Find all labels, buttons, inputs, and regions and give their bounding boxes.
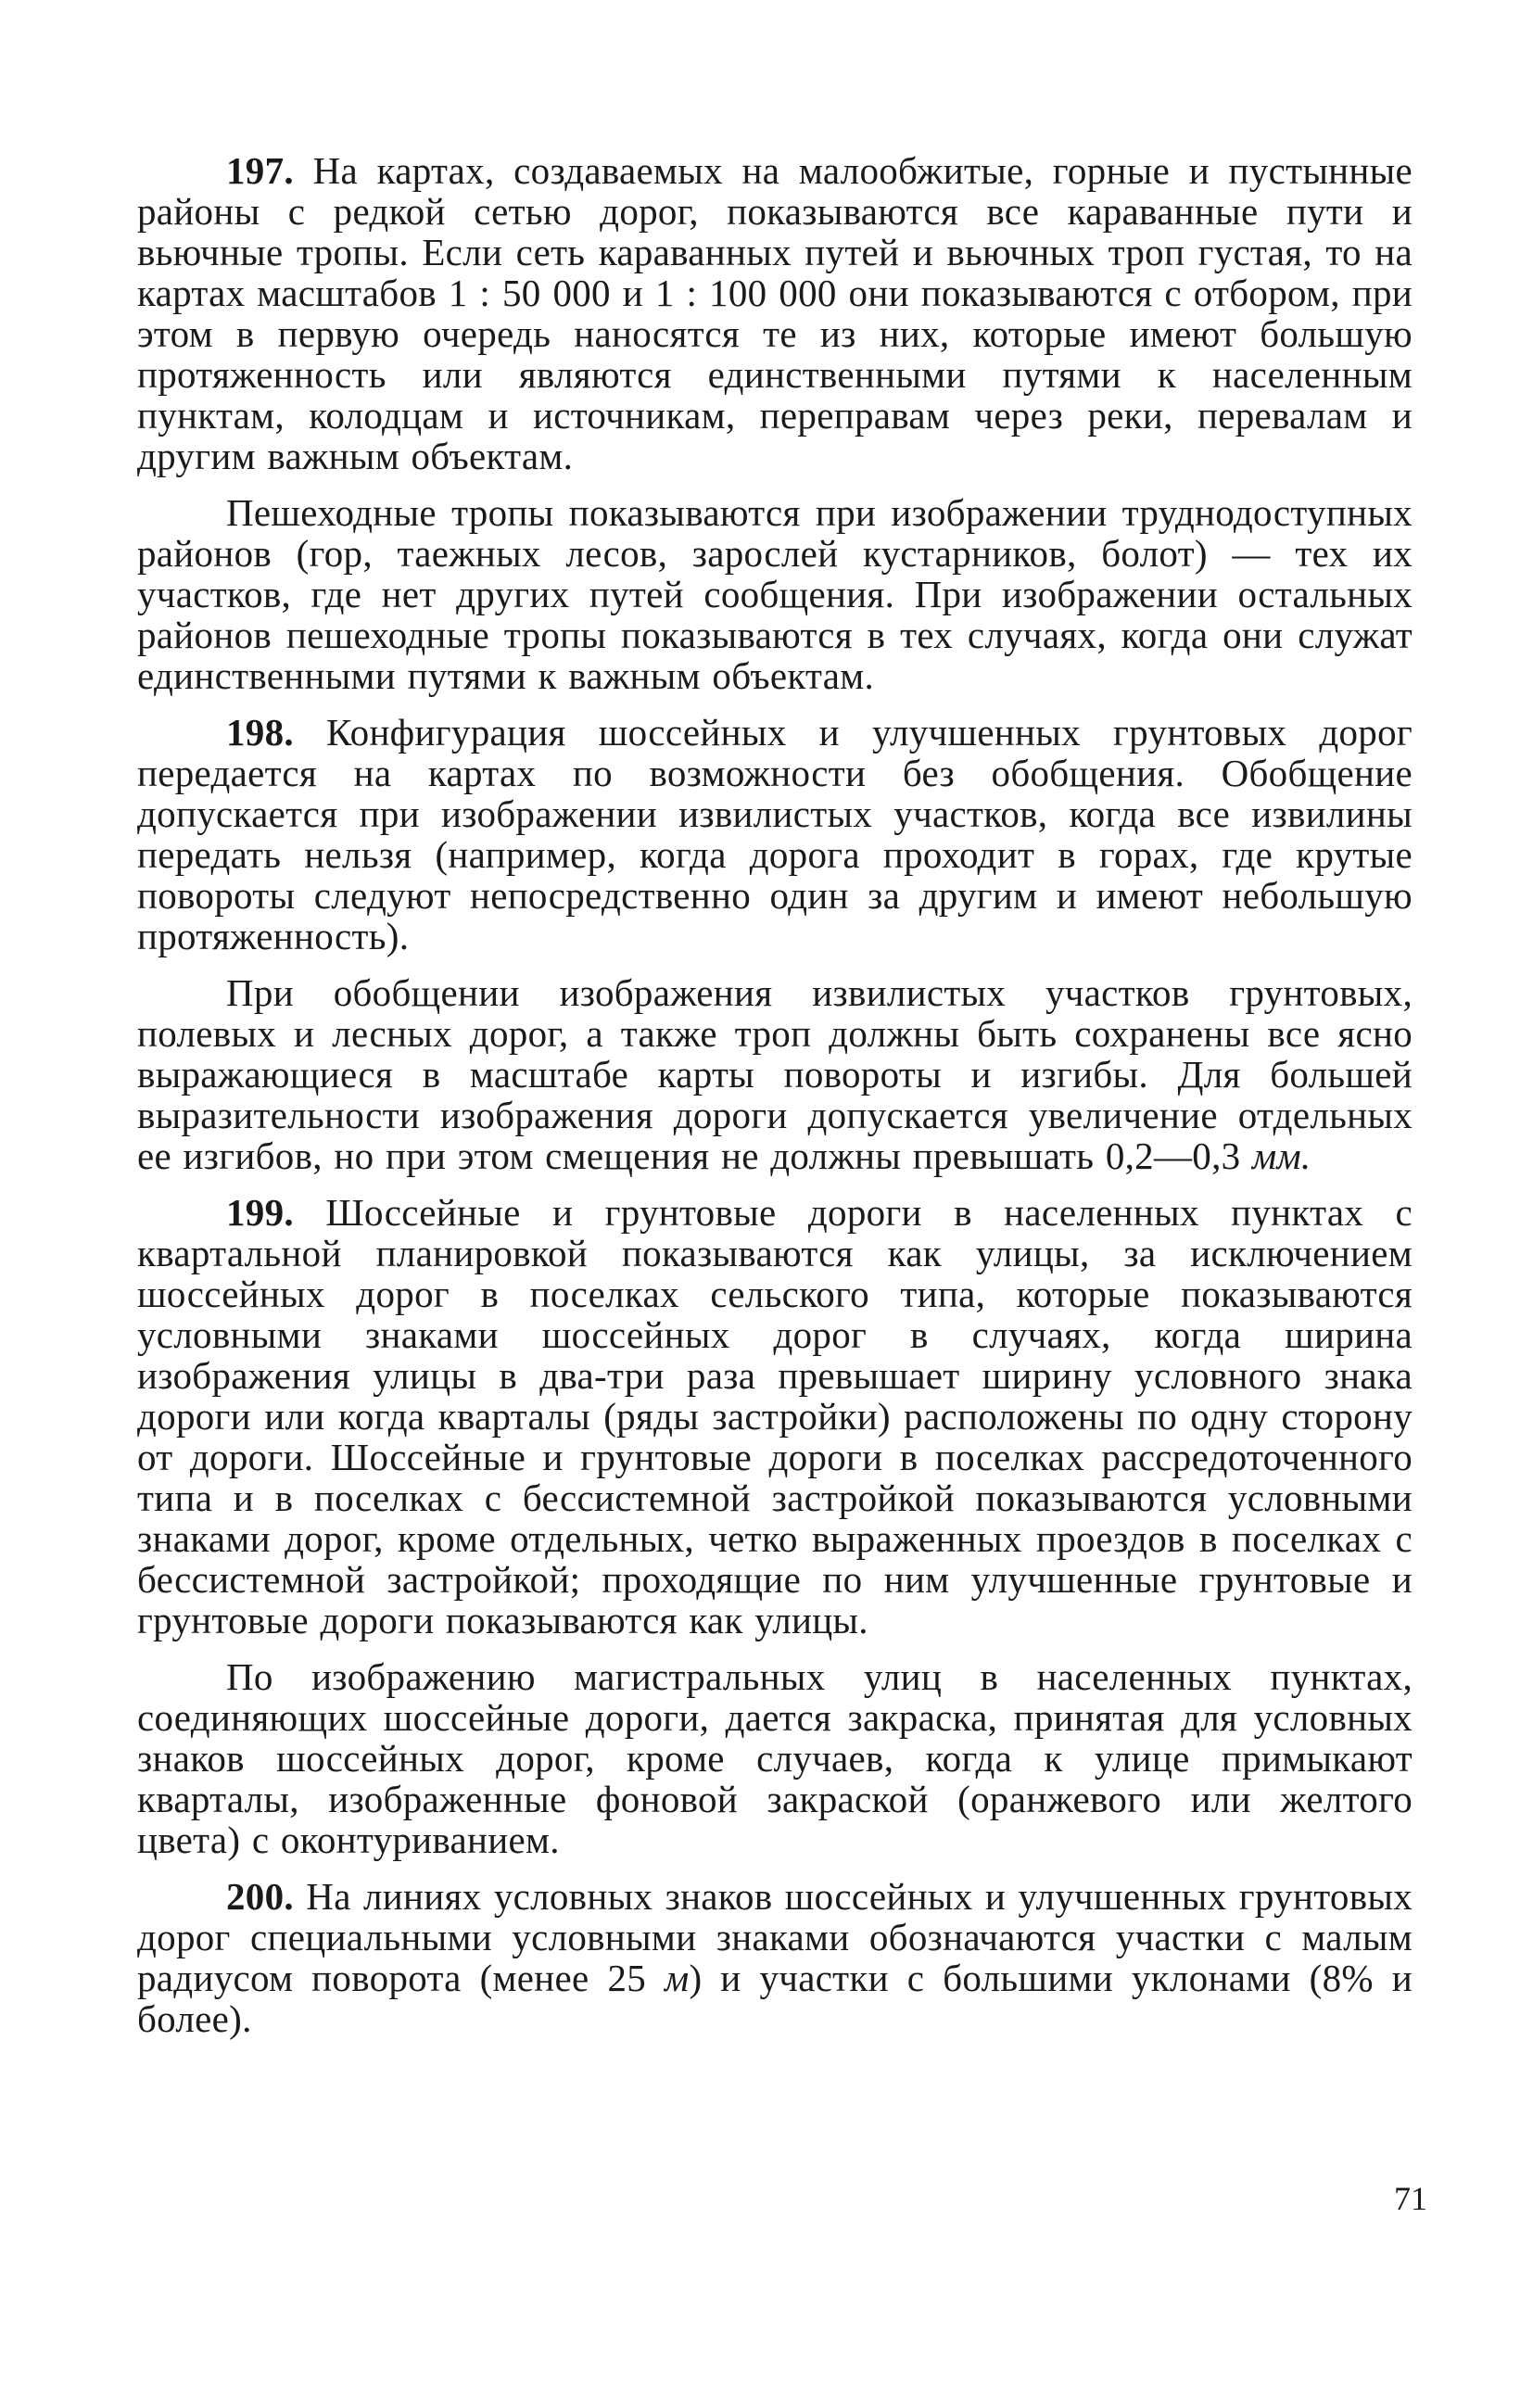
paragraph-text: Пешеходные тропы показываются при изображении труднодоступных районов (гор, таежных лесов, зарослей кустарников, болот) — тех их участков, где нет других путей сообщения. При изображении остальных районов пешеходные тропы показываются в тех случаях, когда они служат единственными путями к важным объектам. <box>137 491 1413 697</box>
paragraph-number: 197. <box>226 149 294 192</box>
paragraph-generalization <box>137 972 1413 1176</box>
paragraph-text: По изображению магистральных улиц в населенных пунктах, соединяющих шоссейные дороги, дается закраска, принятая для условных знаков шоссейных дорог, кроме случаев, когда к улице примыкают кварталы, изображенные фоновой закраской (оранжевого или желтого цвета) с оконтуриванием. <box>137 1655 1413 1861</box>
paragraph-198 <box>137 712 1413 957</box>
page-number: 71 <box>1394 2180 1427 2217</box>
paragraph-199 <box>137 1192 1413 1641</box>
paragraph-number: 200. <box>226 1875 294 1918</box>
paragraph-text: Конфигурация шоссейных и улучшенных грунтовых дорог передается на картах по возможности без обобщения. Обобщение допускается при изображении извилистых участков, когда все извилины передать нельзя (например, когда дорога проходит в горах, где крутые повороты следуют непосредственно один за другим и имеют небольшую протяженность). <box>137 711 1413 957</box>
paragraph-text: При обобщении изображения извилистых участков грунтовых, полевых и лесных дорог, а также троп должны быть сохранены все ясно выражающиеся в масштабе карты повороты и изгибы. Для большей выразительности изображения дороги допускается увеличение отдельных ее изгибов, но при этом смещения не должны превышать 0,2—0,3 <box>137 971 1413 1177</box>
unit-mm: мм. <box>1251 1134 1311 1177</box>
paragraph-number: 199. <box>226 1191 294 1234</box>
paragraph-number: 198. <box>226 711 294 754</box>
paragraph-text: Шоссейные и грунтовые дороги в населенных пунктах с квартальной планировкой показываются как улицы, за исключением шоссейных дорог в поселках сельского типа, которые показываются условными знаками шоссейных дорог в случаях, когда ширина изображения улицы в два-три раза превышает ширину условного знака дороги или когда кварталы (ряды застройки) расположены по одну сторону от дороги. Шоссейные и грунтовые дороги в поселках рассредоточенного типа и в поселках с бессистемной застройкой показываются условными знаками дорог, кроме отдельных, четко выраженных проездов в поселках с бессистемной застройкой; проходящие по ним улучшенные грунтовые и грунтовые дороги показываются как улицы. <box>137 1191 1413 1641</box>
paragraph-footpaths <box>137 492 1413 696</box>
paragraph-text: На картах, создаваемых на малообжитые, горные и пустынные районы с редкой сетью дорог, показываются все караванные пути и вьючные тропы. Если сеть караванных путей и вьючных троп густая, то на картах масштабов 1 : 50 000 и 1 : 100 000 они показываются с отбором, при этом в первую очередь наносятся те из них, которые имеют большую протяженность или являются единственными путями к населенным пунктам, колодцам и источникам, переправам через реки, перевалам и другим важным объектам. <box>137 149 1413 477</box>
paragraph-main-streets <box>137 1656 1413 1860</box>
text-column <box>137 150 1413 2039</box>
paragraph-text: ) и участки с большими уклонами (8% и более). <box>137 1957 1413 2040</box>
paragraph-text: На линиях условных знаков шоссейных и улучшенных грунтовых дорог специальными условными знаками обозначаются участки с малым радиусом поворота (менее 25 <box>137 1875 1413 1999</box>
paragraph-197 <box>137 150 1413 476</box>
unit-m: м <box>664 1957 690 1999</box>
paragraph-200 <box>137 1876 1413 2039</box>
